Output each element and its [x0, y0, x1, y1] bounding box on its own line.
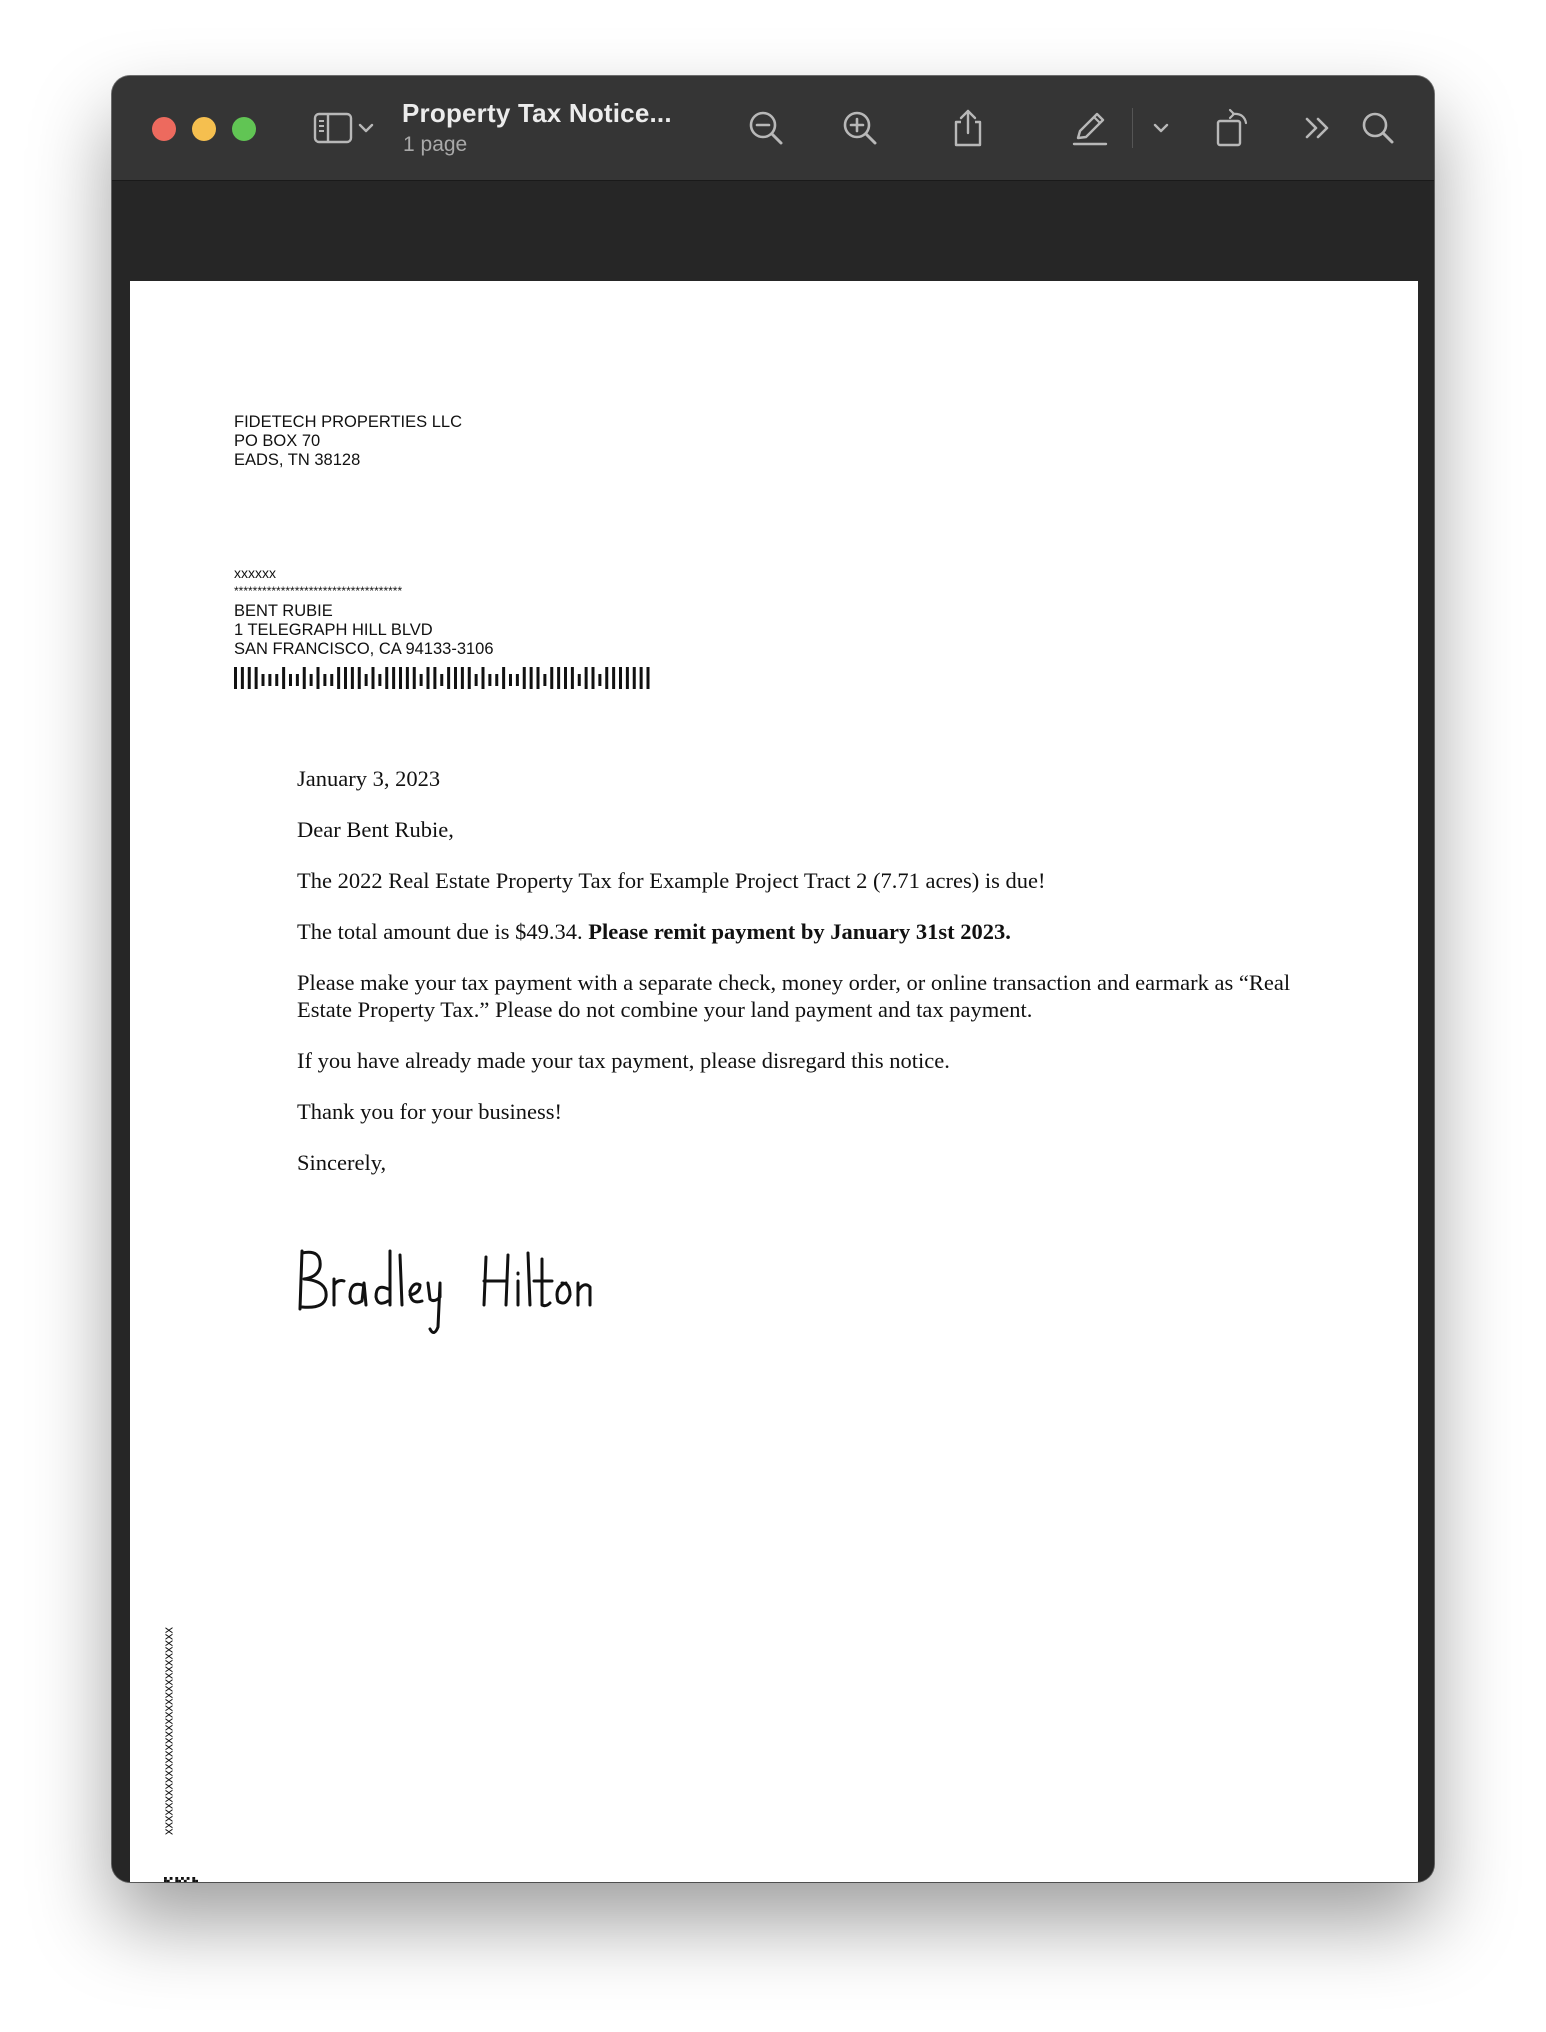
barcode-bar: [365, 674, 368, 686]
barcode-bar: [433, 667, 436, 689]
barcode-bar: [399, 667, 402, 689]
barcode-bar: [454, 667, 457, 689]
barcode-bar: [303, 667, 306, 689]
recipient-name: BENT RUBIE: [234, 602, 333, 620]
zoom-in-button[interactable]: [838, 104, 882, 152]
letter-paragraph-instructions: Please make your tax payment with a separate check, money order, or online transaction and earmark as “Real Estate Property Tax.” Please do not combine your land payment and tax payment.: [297, 970, 1291, 1022]
recipient-address-line-1: 1 TELEGRAPH HILL BLVD: [234, 621, 433, 639]
barcode-bar: [495, 674, 498, 686]
recipient-address-line-2: SAN FRANCISCO, CA 94133-3106: [234, 640, 494, 658]
letter-body: [297, 765, 1317, 1200]
barcode-bar: [557, 667, 560, 689]
letter-date: January 3, 2023: [297, 766, 441, 791]
chevron-down-icon: [357, 122, 375, 134]
barcode-bar: [372, 667, 375, 689]
barcode-bar: [317, 667, 320, 689]
barcode-bar: [275, 674, 278, 686]
letter-paragraph-due: The 2022 Real Estate Property Tax for Example Project Tract 2 (7.71 acres) is due!: [297, 868, 1046, 893]
barcode-bar: [509, 674, 512, 686]
barcode-bar: [585, 667, 588, 689]
barcode-bar: [323, 674, 326, 686]
barcode-bar: [516, 674, 519, 686]
barcode-bar: [337, 667, 340, 689]
barcode-bar: [385, 667, 388, 689]
zoom-out-button[interactable]: [744, 104, 788, 152]
barcode-bar: [626, 667, 629, 689]
sender-address-line-2: EADS, TN 38128: [234, 451, 361, 469]
barcode-bar: [564, 667, 567, 689]
barcode-bar: [413, 667, 416, 689]
barcode-bar: [488, 674, 491, 686]
barcode-bar: [282, 667, 285, 689]
barcode-bar: [358, 667, 361, 689]
barcode-bar: [351, 667, 354, 689]
sidebar-icon: [313, 111, 357, 145]
data-matrix-module: [170, 1877, 173, 1880]
side-tracking-code-text: xxxxxxxxxxxxxxxxxxxxxxxxxxxxxxxx: [160, 1627, 176, 1835]
barcode-bar: [427, 667, 430, 689]
document-title[interactable]: Property Tax Notice...: [402, 98, 672, 128]
titlebar: [112, 76, 1434, 181]
barcode-bar: [550, 667, 553, 689]
barcode-bar: [502, 667, 505, 689]
letter-greeting: Dear Bent Rubie,: [297, 817, 454, 842]
postal-barcode: [234, 667, 674, 693]
markup-options-button[interactable]: [1146, 104, 1176, 152]
barcode-bar: [440, 674, 443, 686]
data-matrix-module: [178, 1880, 181, 1882]
barcode-bar: [344, 667, 347, 689]
letter-paragraph-thanks: Thank you for your business!: [297, 1099, 562, 1124]
data-matrix-module: [164, 1880, 167, 1882]
recipient-code: xxxxxx: [234, 565, 276, 581]
chevron-down-icon: [1152, 122, 1170, 134]
barcode-bar: [262, 674, 265, 686]
barcode-bar: [633, 667, 636, 689]
data-matrix-module: [184, 1880, 187, 1882]
data-matrix-code: [164, 1877, 198, 1882]
markup-button[interactable]: [1066, 104, 1114, 152]
barcode-bar: [592, 667, 595, 689]
barcode-bar: [647, 667, 650, 689]
data-matrix-module: [192, 1880, 195, 1882]
share-button[interactable]: [946, 104, 990, 152]
barcode-bar: [296, 674, 299, 686]
barcode-bar: [248, 667, 251, 689]
barcode-bar: [289, 674, 292, 686]
more-icon: [1302, 114, 1334, 142]
zoom-in-icon: [840, 108, 880, 148]
barcode-bar: [605, 667, 608, 689]
sender-name: FIDETECH PROPERTIES LLC: [234, 413, 462, 431]
barcode-bar: [619, 667, 622, 689]
barcode-bar: [447, 667, 450, 689]
data-matrix-module: [175, 1877, 178, 1880]
barcode-bar: [537, 667, 540, 689]
data-matrix-module: [187, 1877, 190, 1880]
barcode-bar: [543, 674, 546, 686]
barcode-bar: [578, 674, 581, 686]
barcode-bar: [475, 674, 478, 686]
barcode-bar: [234, 667, 237, 689]
data-matrix-module: [175, 1880, 178, 1882]
barcode-bar: [571, 667, 574, 689]
data-matrix-module: [167, 1880, 170, 1882]
letter-paragraph-amount: [297, 918, 1317, 945]
share-icon: [950, 107, 986, 149]
more-tools-button[interactable]: [1298, 104, 1338, 152]
fullscreen-window-button[interactable]: [232, 117, 256, 141]
document-viewer[interactable]: [112, 181, 1434, 1882]
barcode-bar: [461, 667, 464, 689]
remit-deadline-text: Please remit payment by January 31st 2023.: [588, 919, 1011, 944]
barcode-bar: [482, 667, 485, 689]
amount-due-text: The total amount due is $49.34.: [297, 919, 589, 944]
barcode-bar: [330, 674, 333, 686]
barcode-bar: [612, 667, 615, 689]
page-count: 1 page: [403, 133, 468, 156]
letter-closing: Sincerely,: [297, 1150, 387, 1175]
barcode-bar: [598, 674, 601, 686]
barcode-bar: [268, 674, 271, 686]
search-icon: [1359, 109, 1397, 147]
data-matrix-module: [195, 1880, 198, 1882]
barcode-bar: [406, 667, 409, 689]
search-button[interactable]: [1356, 104, 1400, 152]
barcode-bar: [378, 674, 381, 686]
data-matrix-module: [164, 1877, 167, 1880]
rotate-button[interactable]: [1210, 104, 1256, 152]
preview-window: [112, 76, 1434, 1882]
barcode-bar: [523, 667, 526, 689]
recipient-address: [234, 564, 494, 659]
signature: [296, 1241, 596, 1341]
barcode-bar: [310, 674, 313, 686]
barcode-bar: [420, 674, 423, 686]
barcode-bar: [530, 667, 533, 689]
toolbar-divider: [1132, 108, 1133, 148]
sender-address: [234, 413, 462, 470]
barcode-bar: [392, 667, 395, 689]
markup-icon: [1070, 108, 1110, 148]
rotate-icon: [1213, 107, 1253, 149]
barcode-bar: [640, 667, 643, 689]
sender-address-line-1: PO BOX 70: [234, 432, 321, 450]
data-matrix-module: [192, 1877, 195, 1880]
document-page: [130, 281, 1418, 1882]
side-tracking-code: [148, 1611, 188, 1851]
minimize-window-button[interactable]: [192, 117, 216, 141]
barcode-bar: [241, 667, 244, 689]
letter-paragraph-disregard: If you have already made your tax payment, please disregard this notice.: [297, 1048, 950, 1073]
recipient-masked-line: ************************************: [234, 584, 403, 598]
barcode-bar: [255, 667, 258, 689]
data-matrix-module: [181, 1877, 184, 1880]
sidebar-toggle-button[interactable]: [306, 104, 382, 152]
zoom-out-icon: [746, 108, 786, 148]
close-window-button[interactable]: [152, 117, 176, 141]
barcode-bar: [468, 667, 471, 689]
